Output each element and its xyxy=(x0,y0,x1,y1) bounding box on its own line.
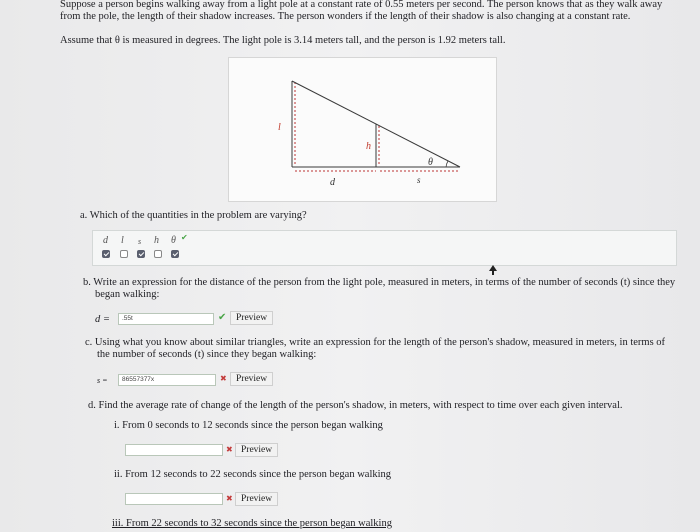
label-h: h xyxy=(366,141,371,152)
part-d-ii-incorrect-icon: ✖ xyxy=(226,494,233,503)
triangle-diagram xyxy=(229,58,496,201)
part-d-i-incorrect-icon: ✖ xyxy=(226,445,233,454)
diagram xyxy=(228,57,497,202)
checkbox-h[interactable] xyxy=(154,250,162,258)
var-label-l: l xyxy=(121,235,124,246)
part-d-ii-preview-button[interactable]: Preview xyxy=(235,492,278,506)
checkbox-s[interactable] xyxy=(137,250,145,258)
rate-12-22-input[interactable] xyxy=(125,493,223,505)
part-d-ii-label: ii. From 12 seconds to 22 seconds since the person began walking xyxy=(114,469,392,480)
checkbox-theta[interactable] xyxy=(171,250,179,258)
part-b-preview-button[interactable]: Preview xyxy=(230,311,273,325)
part-a-question: a. Which of the quantities in the problem are varying? xyxy=(80,210,307,221)
part-d-i-label: i. From 0 seconds to 12 seconds since the person began walking xyxy=(114,420,383,431)
shadow-expression-input[interactable]: 86557377x xyxy=(118,374,216,386)
rate-0-12-input[interactable] xyxy=(125,444,223,456)
var-label-theta: θ xyxy=(171,235,176,246)
intro-line-1: Suppose a person begins walking away from a light pole at a constant rate of 0.55 meters per second. The person knows that as they walk away xyxy=(60,0,663,10)
part-b-correct-icon: ✔ xyxy=(218,312,227,323)
part-d-question: d. Find the average rate of change of the length of the person's shadow, in meters, with respect to time over each given interval. xyxy=(88,400,623,411)
part-d-i-preview-button[interactable]: Preview xyxy=(235,443,278,457)
part-c-question-line-2: the number of seconds (t) since they began walking: xyxy=(97,349,317,360)
part-c-var-label: s = xyxy=(97,376,108,385)
label-l: l xyxy=(278,122,281,133)
part-d-iii-label: iii. From 22 seconds to 32 seconds since the person began walking xyxy=(112,518,392,529)
intro-line-3: Assume that θ is measured in degrees. The light pole is 3.14 meters tall, and the person is 1.92 meters tall. xyxy=(60,35,506,46)
part-c-question-line-1: c. Using what you know about similar triangles, write an expression for the length of the person's shadow, measured in meters, in terms of xyxy=(85,337,666,348)
label-d: d xyxy=(330,177,335,188)
part-a-correct-icon: ✔ xyxy=(181,233,188,242)
part-b-question-line-1: b. Write an expression for the distance of the person from the light pole, measured in meters, in terms of the number of seconds (t) since they xyxy=(83,277,676,288)
label-theta: θ xyxy=(428,157,433,168)
var-label-d: d xyxy=(103,235,108,246)
varying-quantities-panel xyxy=(92,230,677,266)
part-c-incorrect-icon: ✖ xyxy=(220,374,227,383)
part-b-question-line-2: began walking: xyxy=(95,289,160,300)
checkbox-l[interactable] xyxy=(120,250,128,258)
part-b-var-label: d = xyxy=(95,314,110,325)
var-label-h: h xyxy=(154,235,159,246)
distance-expression-input[interactable]: .55t xyxy=(118,313,214,325)
checkbox-d[interactable] xyxy=(102,250,110,258)
label-s: s xyxy=(417,175,421,185)
part-c-preview-button[interactable]: Preview xyxy=(230,372,273,386)
mouse-cursor-icon xyxy=(488,265,498,275)
var-label-s: s xyxy=(138,237,142,246)
intro-line-2: from the pole, the length of their shadow increases. The person wonders if the length of their shadow is also changing at a constant rate. xyxy=(60,11,631,22)
